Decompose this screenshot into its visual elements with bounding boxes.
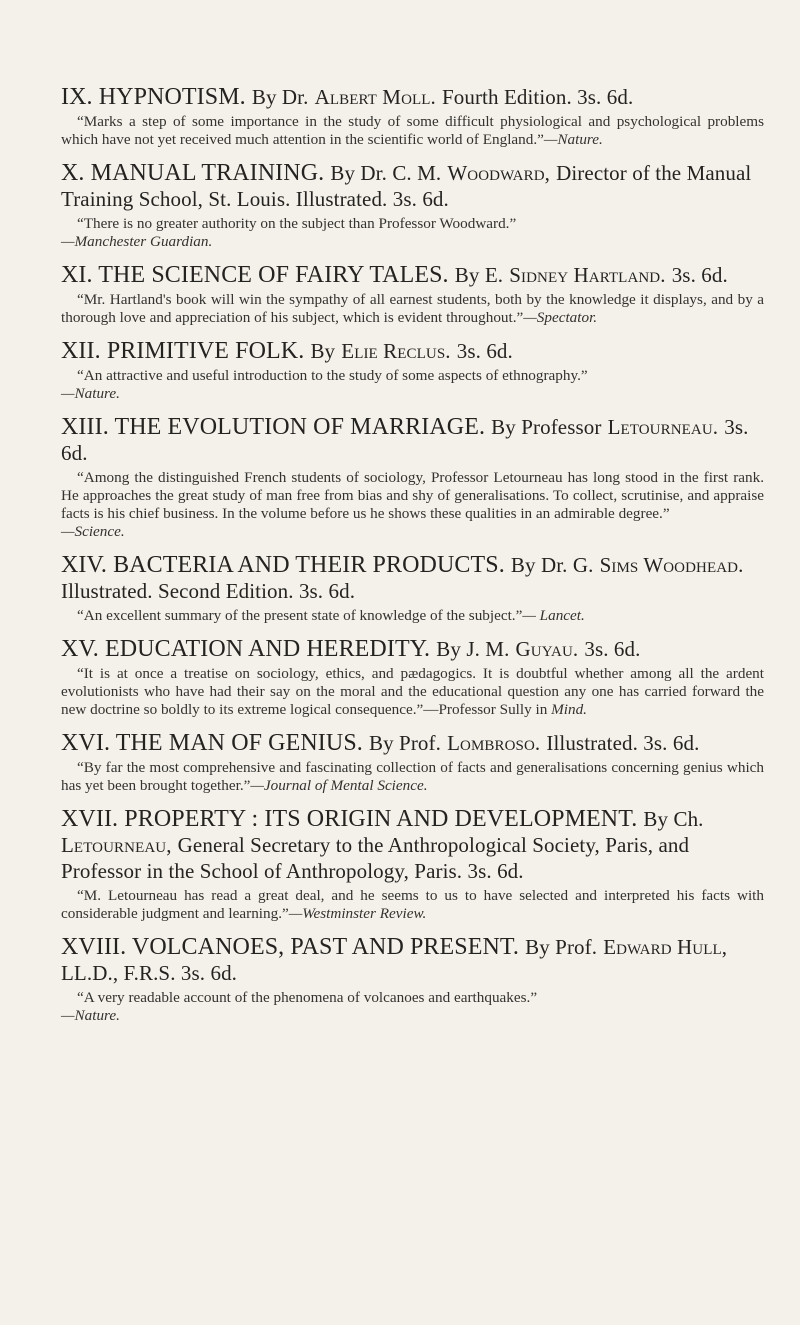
review-text: “Among the distinguished French students of sociology, Professor Letourneau has long stood in the first rank. He approaches the great study of man free from bias and shy of generalisations. To collect, scrutinise, and appraise facts is his chief business. In the volume before us he shows these qualities in an admirable degree.” — [61, 469, 764, 522]
entry-title-line — [61, 262, 764, 288]
entry-title: PRIMITIVE FOLK. — [106, 338, 305, 364]
entry-title-line — [61, 552, 764, 604]
entry-byline: By Ch. — [643, 807, 704, 831]
entry-author: Lombroso. — [447, 731, 541, 755]
entry-title-line — [61, 636, 764, 662]
entry-byline: By Dr. — [251, 85, 309, 109]
entry-title-line — [61, 730, 764, 756]
entry-title: MANUAL TRAINING. — [90, 160, 325, 186]
entry-review-quote — [61, 113, 764, 149]
review-source: —Nature. — [61, 385, 120, 402]
entry-byline: By J. M. — [436, 637, 510, 661]
entry-title: VOLCANOES, PAST AND PRESENT. — [131, 934, 520, 960]
entry-title-line — [61, 160, 764, 212]
entry-author: Sidney Hartland. — [509, 263, 666, 287]
review-source: Mind. — [551, 701, 587, 718]
entry-byline: By Dr. C. M. — [330, 161, 442, 185]
entry-byline: By Dr. G. — [510, 553, 594, 577]
entry-review-quote — [61, 367, 764, 403]
entry-title: BACTERIA AND THEIR PRODUCTS. — [113, 552, 505, 578]
entry-numeral: XVIII. — [61, 934, 127, 960]
entry-numeral: XV. — [61, 636, 99, 662]
entry-numeral: IX. — [61, 84, 93, 110]
entry-details: Illustrated. Second Edition. 3s. 6d. — [61, 579, 356, 603]
entry-details: 3s. 6d. — [671, 263, 728, 287]
review-source: —Science. — [61, 523, 125, 540]
entry-review-quote — [61, 607, 764, 625]
catalogue-entry-xv — [61, 636, 764, 719]
entry-numeral: XI. — [61, 262, 93, 288]
entry-title-line — [61, 84, 764, 110]
catalogue-entry-xi — [61, 262, 764, 327]
review-source: — Lancet. — [522, 607, 585, 624]
review-text: “It is at once a treatise on sociology, ethics, and pædagogics. It is doubtful whether among all the ardent evolutionists who have had their say on the moral and the educational question any one has carried forward the new doctrine so boldly to its extreme logical consequence.”—Professor Sully in — [61, 665, 764, 718]
entry-author: Letourneau. — [607, 415, 719, 439]
review-source: —Spectator. — [523, 309, 598, 326]
entry-details: LL.D., F.R.S. 3s. 6d. — [61, 961, 238, 985]
entry-byline: By E. — [454, 263, 504, 287]
review-text: “An excellent summary of the present state of knowledge of the subject.” — [77, 607, 523, 624]
entry-author: Letourneau, — [61, 833, 172, 857]
review-text: “By far the most comprehensive and fascinating collection of facts and generalisations concerning genius which has yet been brought together.” — [61, 759, 764, 794]
entry-details: 3s. 6d. — [456, 339, 513, 363]
entry-review-quote — [61, 469, 764, 541]
entry-review-quote — [61, 887, 764, 923]
entry-review-quote — [61, 665, 764, 719]
entry-numeral: XIV. — [61, 552, 107, 578]
catalogue-entry-xiii — [61, 414, 764, 541]
entry-title: THE EVOLUTION OF MARRIAGE. — [114, 414, 486, 440]
review-text: “An attractive and useful introduction to the study of some aspects of ethnography.” — [77, 367, 588, 384]
entry-author: Elie Reclus. — [341, 339, 451, 363]
review-source: —Westminster Review. — [288, 905, 427, 922]
entry-title: EDUCATION AND HEREDITY. — [104, 636, 431, 662]
entry-title: PROPERTY : ITS ORIGIN AND DEVELOPMENT. — [124, 806, 638, 832]
entry-byline: By — [310, 339, 336, 363]
entry-title-line — [61, 414, 764, 466]
entry-title: HYPNOTISM. — [98, 84, 246, 110]
review-source: —Journal of Mental Science. — [250, 777, 428, 794]
catalogue-entry-x — [61, 160, 764, 251]
entry-author: Sims Woodhead. — [599, 553, 744, 577]
entry-details: 3s. 6d. — [584, 637, 641, 661]
entry-author: Guyau. — [515, 637, 579, 661]
review-source: —Nature. — [61, 1007, 120, 1024]
entry-byline: By Prof. — [525, 935, 598, 959]
catalogue-entry-ix — [61, 84, 764, 149]
catalogue-entry-xviii — [61, 934, 764, 1025]
entry-details: Fourth Edition. 3s. 6d. — [441, 85, 634, 109]
entry-review-quote — [61, 215, 764, 251]
entry-details: Illustrated. 3s. 6d. — [546, 731, 700, 755]
entry-details: Director of the Manual Training School, St. Louis. Illustrated. 3s. 6d. — [61, 161, 752, 211]
entry-author: Albert Moll. — [314, 85, 436, 109]
entry-numeral: X. — [61, 160, 85, 186]
entry-author: Edward Hull, — [603, 935, 728, 959]
entry-title-line — [61, 338, 764, 364]
entry-title: THE SCIENCE OF FAIRY TALES. — [98, 262, 449, 288]
entry-byline: By Prof. — [368, 731, 441, 755]
entry-numeral: XII. — [61, 338, 101, 364]
entry-title-line — [61, 934, 764, 986]
review-text: “A very readable account of the phenomena of volcanoes and earthquakes.” — [77, 989, 538, 1006]
entry-details: 3s. 6d. — [61, 415, 749, 465]
catalogue-entry-xvi — [61, 730, 764, 795]
entry-numeral: XIII. — [61, 414, 109, 440]
entry-review-quote — [61, 989, 764, 1025]
entry-numeral: XVII. — [61, 806, 119, 832]
catalogue-entry-xvii — [61, 806, 764, 923]
review-source: —Nature. — [543, 131, 603, 148]
entry-title: THE MAN OF GENIUS. — [115, 730, 363, 756]
entry-numeral: XVI. — [61, 730, 111, 756]
entry-details: General Secretary to the Anthropological Society, Paris, and Professor in the School of Anthropology, Paris. 3s. 6d. — [61, 833, 690, 883]
entry-review-quote — [61, 291, 764, 327]
entry-title-line — [61, 806, 764, 884]
entry-review-quote — [61, 759, 764, 795]
catalogue-entry-xii — [61, 338, 764, 403]
review-text: “There is no greater authority on the subject than Professor Woodward.” — [77, 215, 517, 232]
review-text: “M. Letourneau has read a great deal, and he seems to us to have selected and interpreted his facts with considerable judgment and learning.” — [61, 887, 764, 922]
entry-byline: By Professor — [491, 415, 602, 439]
review-text: “Mr. Hartland's book will win the sympathy of all earnest students, both by the knowledge it displays, and by a thorough love and appreciation of his subject, which is evident throughout.” — [61, 291, 764, 326]
catalogue-entry-xiv — [61, 552, 764, 625]
review-source: —Manchester Guardian. — [61, 233, 213, 250]
entry-author: Woodward, — [447, 161, 550, 185]
review-text: “Marks a step of some importance in the study of some difficult physiological and psychological problems which have not yet received much attention in the scientific world of England.” — [61, 113, 764, 148]
